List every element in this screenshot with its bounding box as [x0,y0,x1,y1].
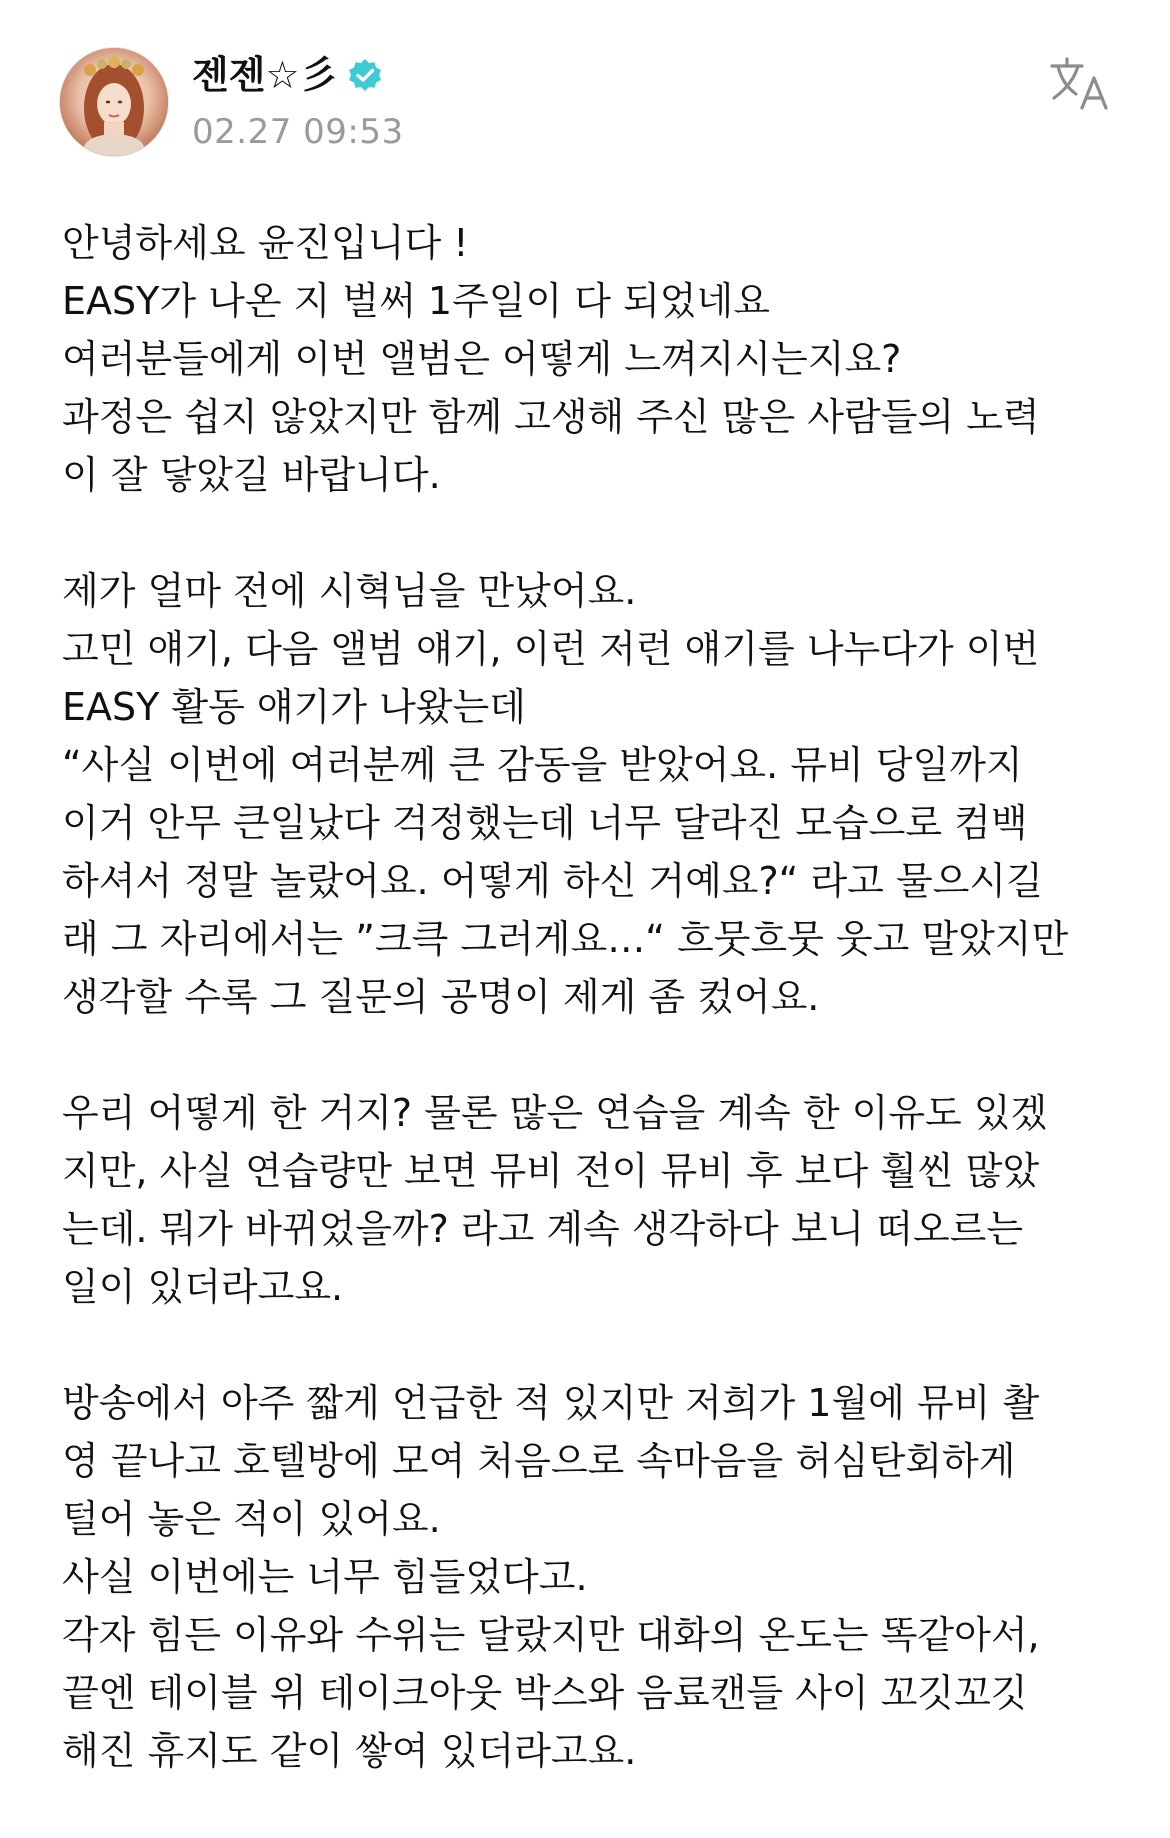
text-line: 래 그 자리에서는 ”크큭 그러게요…“ 흐뭇흐뭇 웃고 말았지만 [62,917,1069,961]
text-line: 여러분들에게 이번 앨범은 어떻게 느껴지시는지요? [62,337,902,381]
text-line: “사실 이번에 여러분께 큰 감동을 받았어요. 뮤비 당일까지 [62,743,1023,787]
author-row [192,50,383,100]
avatar[interactable] [60,48,168,156]
text-line: 털어 놓은 적이 있어요. [62,1497,441,1541]
text-line: 지만, 사실 연습량만 보면 뮤비 전이 뮤비 후 보다 훨씬 많았 [62,1149,1040,1193]
paragraph [62,562,1122,1026]
text-line: 는데. 뭐가 바뀌었을까? 라고 계속 생각하다 보니 떠오르는 [62,1207,1024,1251]
text-line: 영 끝나고 호텔방에 모여 처음으로 속마음을 허심탄회하게 [62,1439,1016,1483]
text-line: 과정은 쉽지 않았지만 함께 고생해 주신 많은 사람들의 노력 [62,395,1040,439]
paragraph [62,1374,1122,1780]
text-line: 생각할 수록 그 질문의 공명이 제게 좀 컸어요. [62,975,820,1019]
author-name[interactable]: 젠젠☆彡 [192,53,338,97]
verified-badge-icon [347,57,383,93]
paragraph [62,214,1122,504]
text-line: 이거 안무 큰일났다 걱정했는데 너무 달라진 모습으로 컴백 [62,801,1028,845]
post-body [62,214,1122,1780]
paragraph-gap [62,1026,1122,1084]
text-line: 각자 힘든 이유와 수위는 달랐지만 대화의 온도는 똑같아서, [62,1613,1040,1657]
avatar-image [60,48,168,156]
text-line: 사실 이번에는 너무 힘들었다고. [62,1555,588,1599]
text-line: 고민 얘기, 다음 앨범 얘기, 이런 저런 얘기를 나누다가 이번 [62,627,1040,671]
text-line: 방송에서 아주 짧게 언급한 적 있지만 저희가 1월에 뮤비 촬 [62,1381,1040,1425]
paragraph [62,1084,1122,1316]
text-line: EASY 활동 얘기가 나왔는데 [62,685,526,729]
post-header [0,0,1170,170]
text-line: 하셔서 정말 놀랐어요. 어떻게 하신 거예요?“ 라고 물으시길 [62,859,1043,903]
text-line: 안녕하세요 윤진입니다 ! [62,221,469,265]
text-line: 해진 휴지도 같이 쌓여 있더라고요. [62,1729,637,1773]
text-line: 이 잘 닿았길 바랍니다. [62,453,441,497]
translate-icon[interactable] [1048,54,1112,112]
post-timestamp: 02.27 09:53 [192,112,404,152]
text-line: 일이 있더라고요. [62,1265,344,1309]
paragraph-gap [62,504,1122,562]
text-line: 우리 어떻게 한 거지? 물론 많은 연습을 계속 한 이유도 있겠 [62,1091,1048,1135]
text-line: 제가 얼마 전에 시혁님을 만났어요. [62,569,637,613]
text-line: 끝엔 테이블 위 테이크아웃 박스와 음료캔들 사이 꼬깃꼬깃 [62,1671,1028,1715]
text-line: EASY가 나온 지 벌써 1주일이 다 되었네요 [62,279,770,323]
paragraph-gap [62,1316,1122,1374]
